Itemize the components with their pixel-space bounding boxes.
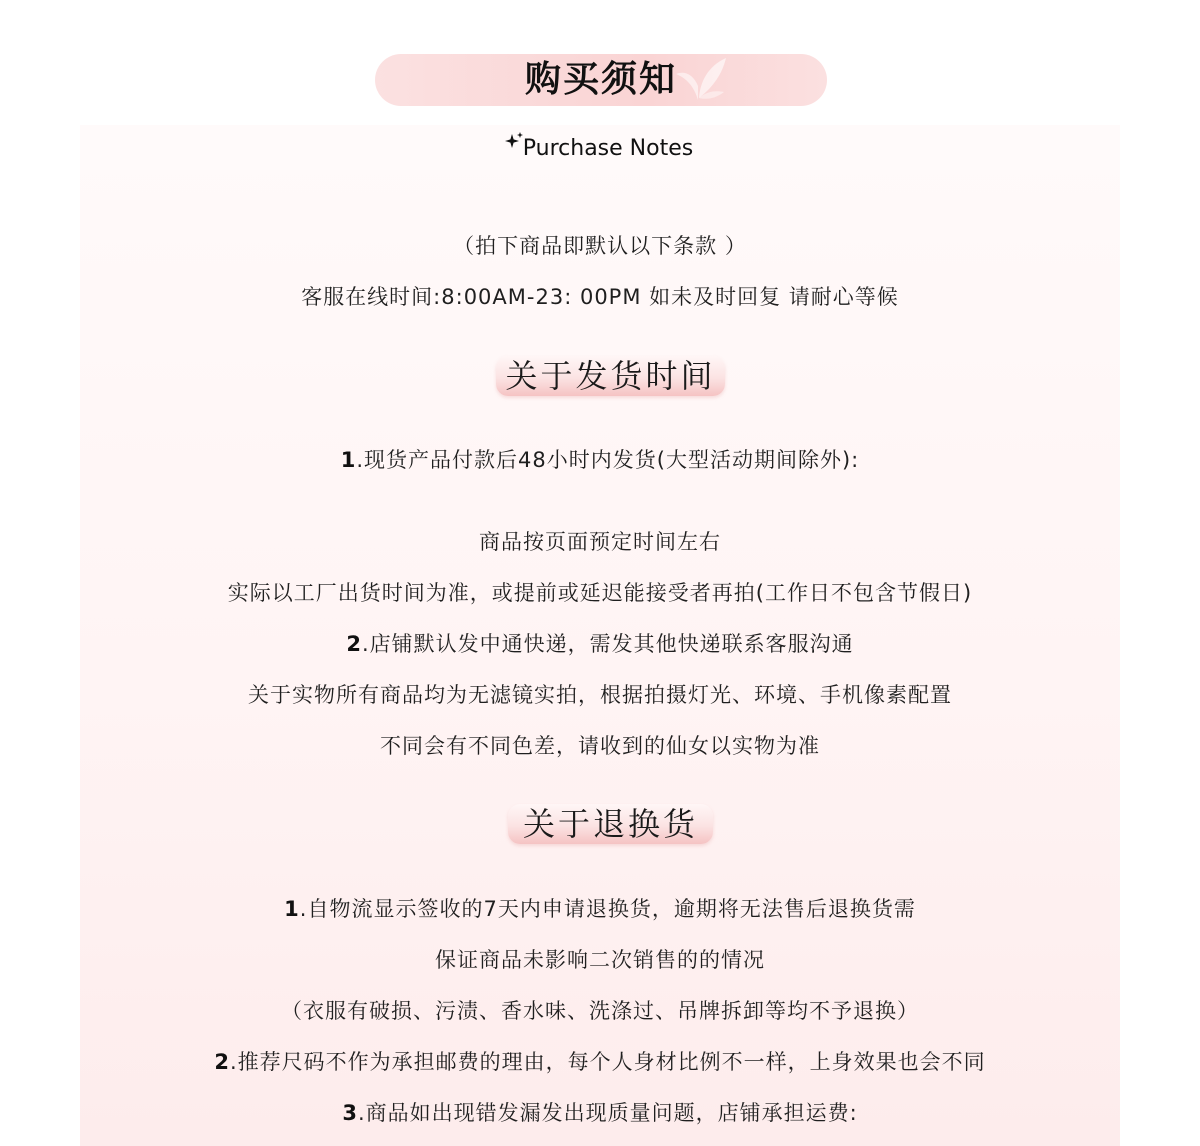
service-hours: 客服在线时间:8:00AM-23: 00PM 如未及时回复 请耐心等候 — [301, 285, 899, 309]
subtitle-text: Purchase Notes — [522, 136, 694, 161]
section-shipping-title: 关于发货时间 — [505, 357, 716, 395]
item-number: 1 — [284, 897, 300, 921]
subtitle — [0, 136, 1200, 164]
shipping-line: 不同会有不同色差，请收到的仙女以实物为准 — [380, 734, 820, 758]
item-text: .店铺默认发中通快递，需发其他快递联系客服沟通 — [361, 632, 854, 656]
returns-item-2 — [0, 1047, 1200, 1077]
returns-item-3 — [0, 1098, 1200, 1128]
item-number: 2 — [346, 632, 362, 656]
sparkle-icon — [505, 132, 525, 152]
intro-terms-note: （拍下商品即默认以下条款 ） — [453, 234, 747, 258]
item-text: .商品如出现错发漏发出现质量问题，店铺承担运费: — [357, 1101, 858, 1125]
shipping-line: 商品按页面预定时间左右 — [479, 530, 721, 554]
returns-line: 保证商品未影响二次销售的的情况 — [435, 948, 765, 972]
returns-item-1 — [0, 894, 1200, 924]
section-returns-heading — [508, 804, 713, 844]
item-number: 3 — [342, 1101, 358, 1125]
item-number: 2 — [214, 1050, 230, 1074]
item-text: .现货产品付款后48小时内发货(大型活动期间除外): — [356, 448, 860, 472]
returns-line: （衣服有破损、污渍、香水味、洗涤过、吊牌拆卸等均不予退换） — [281, 999, 919, 1023]
section-returns-title: 关于退换货 — [522, 805, 698, 843]
item-text: .自物流显示签收的7天内申请退换货，逾期将无法售后退换货需 — [299, 897, 916, 921]
shipping-line: 实际以工厂出货时间为准，或提前或延迟能接受者再拍(工作日不包含节假日) — [227, 581, 973, 605]
shipping-line: 关于实物所有商品均为无滤镜实拍，根据拍摄灯光、环境、手机像素配置 — [248, 683, 952, 707]
butterfly-icon — [672, 56, 728, 102]
title-banner — [375, 54, 827, 106]
section-shipping-heading — [496, 356, 725, 396]
page-title: 购买须知 — [524, 59, 677, 100]
shipping-item-2 — [0, 629, 1200, 659]
shipping-item-1 — [0, 445, 1200, 475]
item-number: 1 — [340, 448, 357, 472]
item-text: .推荐尺码不作为承担邮费的理由，每个人身材比例不一样，上身效果也会不同 — [229, 1050, 986, 1074]
